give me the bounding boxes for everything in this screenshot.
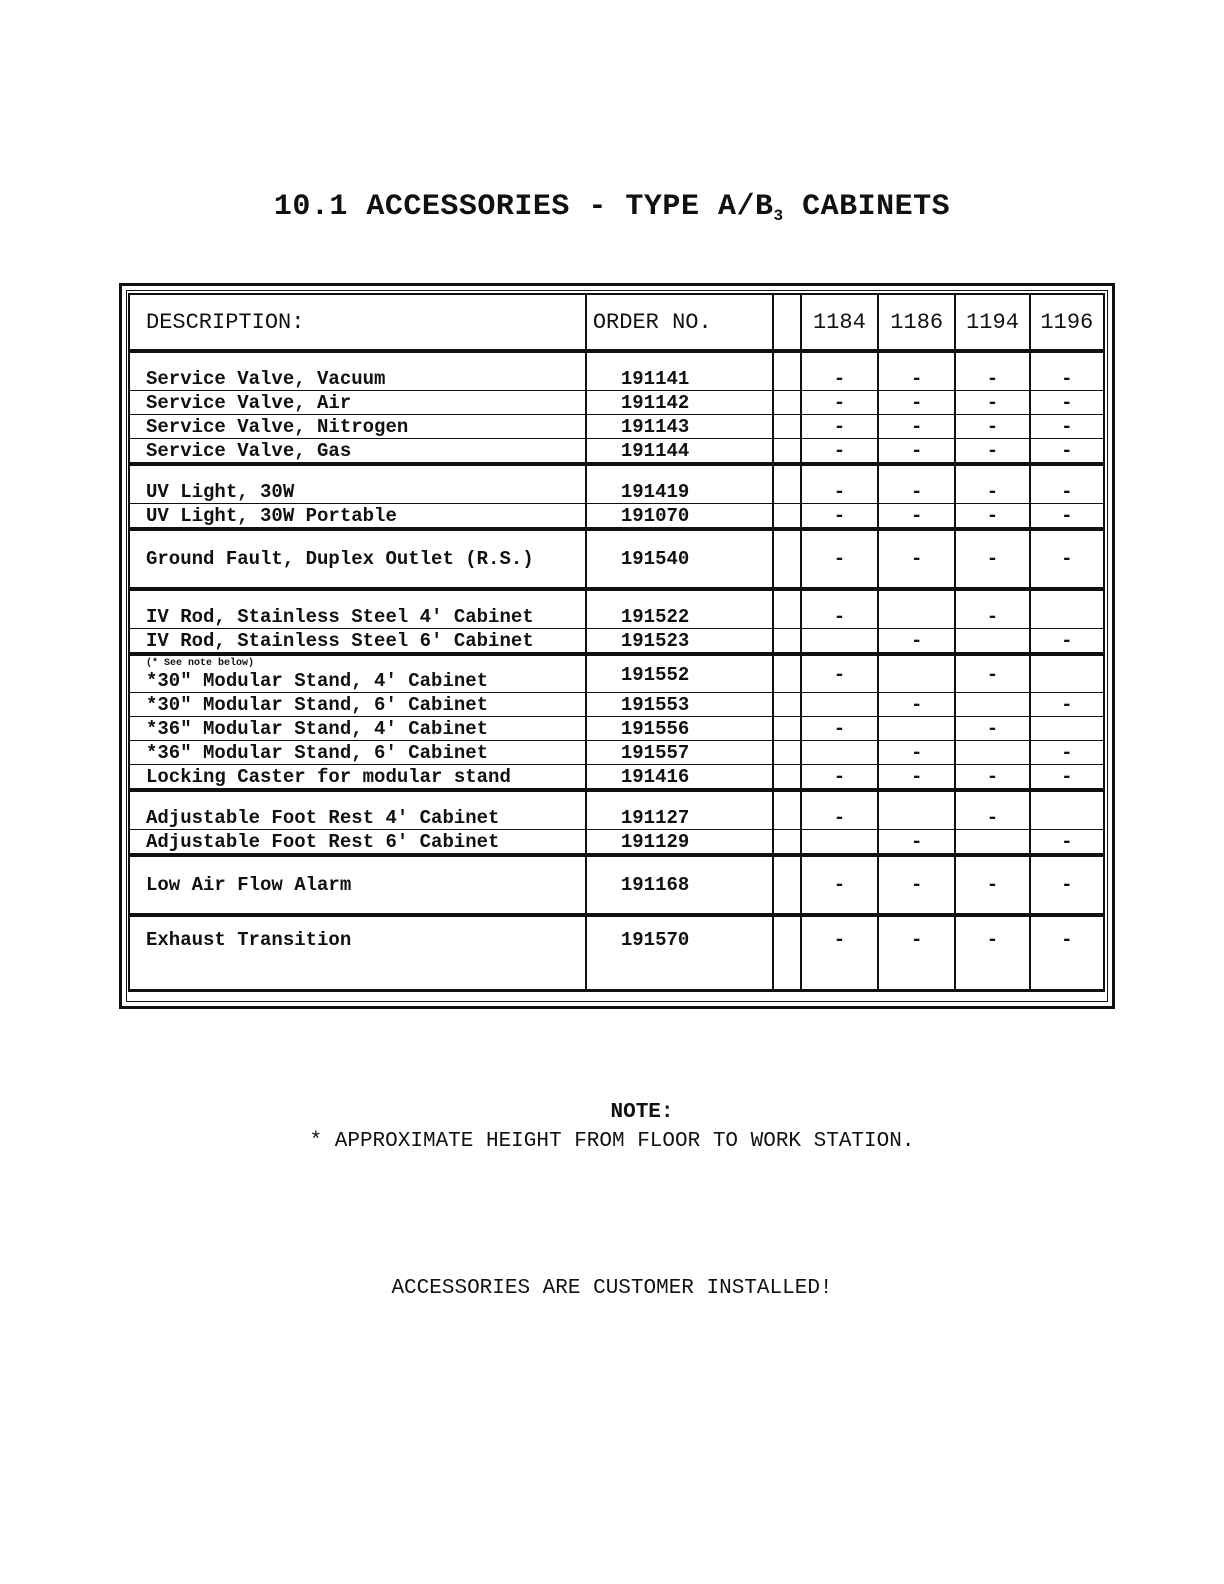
row-spacer [773, 741, 801, 765]
row-spacer [773, 415, 801, 439]
row-description-text: Adjustable Foot Rest 6' Cabinet [146, 830, 500, 853]
row-order-no: 191557 [586, 741, 773, 765]
compatibility-mark-1194: - [955, 464, 1029, 504]
compatibility-mark-1196: - [1030, 415, 1104, 439]
table-row [129, 464, 1104, 504]
row-description-text: Ground Fault, Duplex Outlet (R.S.) [146, 548, 534, 570]
row-description [129, 741, 586, 765]
table-row [129, 693, 1104, 717]
row-description-text: Locking Caster for modular stand [146, 765, 511, 788]
row-description-text: IV Rod, Stainless Steel 6' Cabinet [146, 629, 534, 652]
table-row [129, 415, 1104, 439]
compatibility-mark-1184 [801, 693, 878, 717]
row-description-text: *30" Modular Stand, 4' Cabinet [146, 670, 489, 692]
compatibility-mark-1196 [1030, 717, 1104, 741]
compatibility-mark-1194: - [955, 391, 1029, 415]
row-spacer [773, 915, 801, 991]
table-row [129, 765, 1104, 791]
row-spacer [773, 717, 801, 741]
compatibility-mark-1196: - [1030, 741, 1104, 765]
row-order-no: 191419 [586, 464, 773, 504]
row-order-no: 191556 [586, 717, 773, 741]
compatibility-mark-1186: - [878, 915, 955, 991]
row-description [129, 654, 586, 693]
row-description-text: *36" Modular Stand, 4' Cabinet [146, 717, 489, 740]
row-description-text: Low Air Flow Alarm [146, 874, 352, 896]
row-spacer [773, 855, 801, 915]
row-description-text: Exhaust Transition [146, 929, 352, 951]
table-row [129, 529, 1104, 589]
table-header-row [129, 294, 1104, 351]
row-description-text: UV Light, 30W Portable [146, 504, 397, 527]
table-row [129, 439, 1104, 465]
compatibility-mark-1186: - [878, 830, 955, 856]
row-description [129, 391, 586, 415]
row-description [129, 504, 586, 530]
row-description-text: IV Rod, Stainless Steel 4' Cabinet [146, 605, 534, 628]
compatibility-mark-1196: - [1030, 464, 1104, 504]
compatibility-mark-1194: - [955, 504, 1029, 530]
compatibility-mark-1186: - [878, 415, 955, 439]
compatibility-mark-1196: - [1030, 504, 1104, 530]
compatibility-mark-1194: - [955, 855, 1029, 915]
compatibility-mark-1196 [1030, 654, 1104, 693]
compatibility-mark-1194 [955, 741, 1029, 765]
compatibility-mark-1196: - [1030, 693, 1104, 717]
row-description [129, 830, 586, 856]
row-order-no: 191523 [586, 629, 773, 655]
customer-installed-notice: ACCESSORIES ARE CUSTOMER INSTALLED! [391, 1277, 833, 1300]
compatibility-mark-1184 [801, 629, 878, 655]
compatibility-mark-1196: - [1030, 915, 1104, 991]
table-row [129, 717, 1104, 741]
table-row [129, 855, 1104, 915]
compatibility-mark-1194 [955, 693, 1029, 717]
row-order-no: 191416 [586, 765, 773, 791]
compatibility-mark-1186: - [878, 391, 955, 415]
row-order-no: 191552 [586, 654, 773, 693]
compatibility-mark-1186: - [878, 439, 955, 465]
compatibility-mark-1194 [955, 629, 1029, 655]
compatibility-mark-1184: - [801, 415, 878, 439]
compatibility-mark-1186 [878, 790, 955, 830]
compatibility-mark-1186: - [878, 765, 955, 791]
row-spacer [773, 351, 801, 391]
compatibility-mark-1184 [801, 830, 878, 856]
row-order-no: 191144 [586, 439, 773, 465]
compatibility-mark-1196: - [1030, 351, 1104, 391]
note-heading: NOTE: [610, 1101, 674, 1124]
row-order-no: 191522 [586, 589, 773, 629]
row-spacer [773, 830, 801, 856]
row-description-text: Service Valve, Vacuum [146, 367, 386, 390]
row-spacer [773, 464, 801, 504]
compatibility-mark-1196 [1030, 589, 1104, 629]
compatibility-mark-1184: - [801, 790, 878, 830]
compatibility-mark-1184: - [801, 504, 878, 530]
row-description [129, 693, 586, 717]
row-order-no: 191141 [586, 351, 773, 391]
table-row [129, 504, 1104, 530]
row-order-no: 191168 [586, 855, 773, 915]
row-spacer [773, 439, 801, 465]
compatibility-mark-1184: - [801, 855, 878, 915]
row-spacer [773, 693, 801, 717]
title-subscript: 3 [773, 207, 784, 225]
compatibility-mark-1196: - [1030, 855, 1104, 915]
compatibility-mark-1184: - [801, 391, 878, 415]
compatibility-mark-1186 [878, 589, 955, 629]
accessories-table [128, 293, 1105, 992]
compatibility-mark-1184: - [801, 529, 878, 589]
row-description [129, 415, 586, 439]
compatibility-mark-1186: - [878, 351, 955, 391]
compatibility-mark-1194: - [955, 529, 1029, 589]
compatibility-mark-1184 [801, 741, 878, 765]
row-order-no: 191129 [586, 830, 773, 856]
compatibility-mark-1196: - [1030, 439, 1104, 465]
row-description [129, 529, 586, 589]
compatibility-mark-1196 [1030, 790, 1104, 830]
row-order-no: 191553 [586, 693, 773, 717]
row-description-text: UV Light, 30W [146, 480, 295, 503]
compatibility-mark-1194: - [955, 589, 1029, 629]
row-description [129, 464, 586, 504]
compatibility-mark-1186 [878, 717, 955, 741]
row-spacer [773, 391, 801, 415]
compatibility-mark-1194: - [955, 351, 1029, 391]
compatibility-mark-1194: - [955, 439, 1029, 465]
row-description [129, 765, 586, 791]
row-description [129, 629, 586, 655]
row-order-no: 191540 [586, 529, 773, 589]
header-model-1196: 1196 [1030, 294, 1104, 351]
row-description [129, 351, 586, 391]
header-model-1186: 1186 [878, 294, 955, 351]
compatibility-mark-1196: - [1030, 529, 1104, 589]
compatibility-mark-1184: - [801, 464, 878, 504]
compatibility-mark-1194 [955, 830, 1029, 856]
compatibility-mark-1184: - [801, 915, 878, 991]
compatibility-mark-1184: - [801, 717, 878, 741]
row-description-text: Service Valve, Gas [146, 439, 352, 462]
row-spacer [773, 589, 801, 629]
compatibility-mark-1194: - [955, 717, 1029, 741]
table-row [129, 629, 1104, 655]
row-order-no: 191070 [586, 504, 773, 530]
table-row [129, 741, 1104, 765]
compatibility-mark-1196: - [1030, 391, 1104, 415]
row-description [129, 439, 586, 465]
compatibility-mark-1194: - [955, 790, 1029, 830]
compatibility-mark-1186: - [878, 855, 955, 915]
compatibility-mark-1184: - [801, 589, 878, 629]
header-model-1184: 1184 [801, 294, 878, 351]
compatibility-mark-1186: - [878, 529, 955, 589]
note-reference: (* See note below) [146, 658, 255, 669]
compatibility-mark-1186: - [878, 629, 955, 655]
compatibility-mark-1184: - [801, 351, 878, 391]
table-row [129, 790, 1104, 830]
compatibility-mark-1184: - [801, 439, 878, 465]
compatibility-mark-1184: - [801, 765, 878, 791]
row-spacer [773, 654, 801, 693]
page-title [0, 190, 1224, 225]
compatibility-mark-1196: - [1030, 765, 1104, 791]
row-description-text: *36" Modular Stand, 6' Cabinet [146, 741, 489, 764]
compatibility-mark-1186: - [878, 504, 955, 530]
title-suffix: CABINETS [783, 190, 951, 224]
title-main: 10.1 ACCESSORIES - TYPE A/B [273, 190, 774, 224]
row-description-text: Service Valve, Nitrogen [146, 415, 409, 438]
row-description [129, 855, 586, 915]
header-order-no: ORDER NO. [586, 294, 773, 351]
row-order-no: 191570 [586, 915, 773, 991]
note-text: * APPROXIMATE HEIGHT FROM FLOOR TO WORK STATION. [309, 1130, 915, 1153]
compatibility-mark-1194: - [955, 415, 1029, 439]
compatibility-mark-1194: - [955, 765, 1029, 791]
row-description-text: Adjustable Foot Rest 4' Cabinet [146, 806, 500, 829]
compatibility-mark-1184: - [801, 654, 878, 693]
table-row [129, 589, 1104, 629]
row-spacer [773, 765, 801, 791]
header-model-1194: 1194 [955, 294, 1029, 351]
row-spacer [773, 529, 801, 589]
compatibility-mark-1196: - [1030, 629, 1104, 655]
row-description [129, 915, 586, 991]
row-description [129, 589, 586, 629]
table-row [129, 351, 1104, 391]
row-spacer [773, 629, 801, 655]
compatibility-mark-1186: - [878, 464, 955, 504]
row-order-no: 191127 [586, 790, 773, 830]
row-description-text: *30" Modular Stand, 6' Cabinet [146, 693, 489, 716]
row-description-text: Service Valve, Air [146, 391, 352, 414]
table-row [129, 915, 1104, 991]
compatibility-mark-1194: - [955, 915, 1029, 991]
header-description: DESCRIPTION: [129, 294, 586, 351]
compatibility-mark-1194: - [955, 654, 1029, 693]
compatibility-mark-1186: - [878, 693, 955, 717]
compatibility-mark-1186 [878, 654, 955, 693]
compatibility-mark-1196: - [1030, 830, 1104, 856]
header-spacer [773, 294, 801, 351]
row-description [129, 790, 586, 830]
row-description [129, 717, 586, 741]
table-row [129, 654, 1104, 693]
compatibility-mark-1186: - [878, 741, 955, 765]
row-order-no: 191142 [586, 391, 773, 415]
table-row [129, 830, 1104, 856]
row-spacer [773, 790, 801, 830]
row-spacer [773, 504, 801, 530]
table-row [129, 391, 1104, 415]
row-order-no: 191143 [586, 415, 773, 439]
